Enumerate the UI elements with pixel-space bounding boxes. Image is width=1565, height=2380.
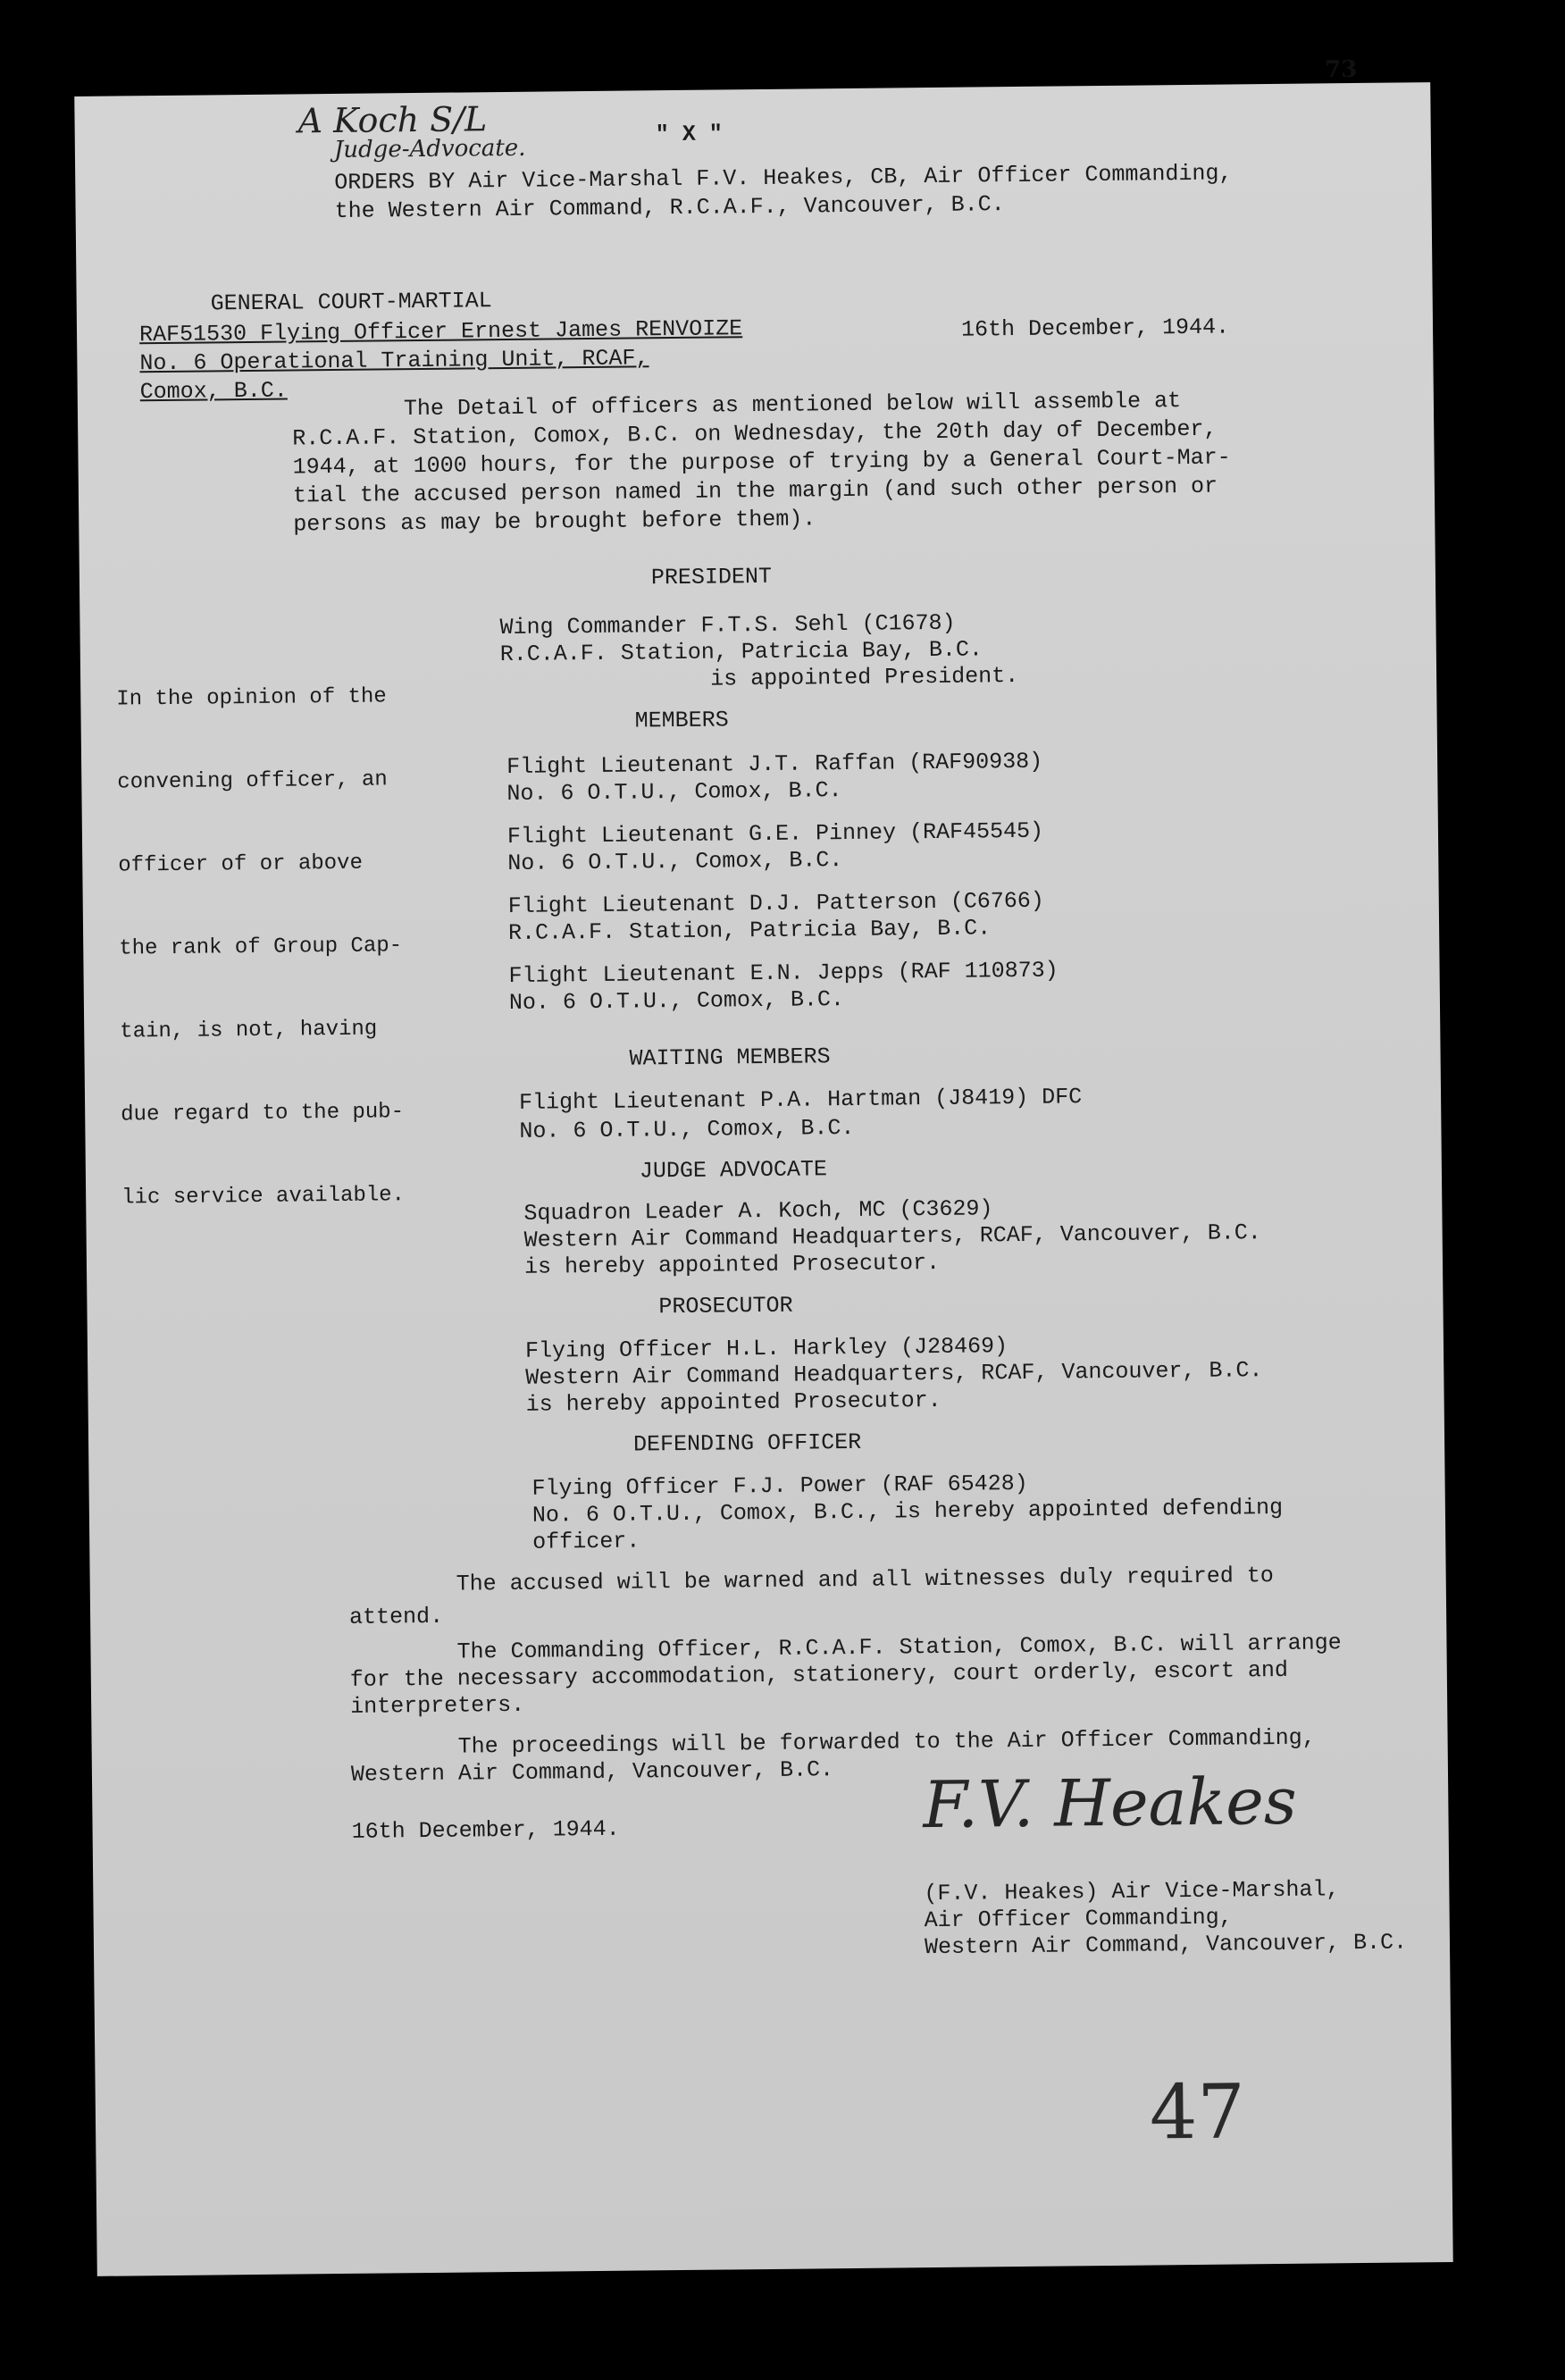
section-heading-waiting-members: WAITING MEMBERS (629, 1043, 831, 1072)
handwritten-signature: F.V. Heakes (922, 1763, 1298, 1843)
accused-location: Comox, B.C. (139, 377, 288, 406)
classification-mark: " X " (655, 121, 723, 148)
orders-line: ORDERS BY Air Vice-Marshal F.V. Heakes, CB, Air Officer Commanding, (334, 160, 1233, 196)
section-heading-prosecutor: PROSECUTOR (658, 1292, 793, 1320)
margin-note-line: In the opinion of the (116, 684, 387, 712)
member-name: Flight Lieutenant J.T. Raffan (RAF90938) (506, 748, 1043, 780)
waiting-member-unit: No. 6 O.T.U., Comox, B.C. (519, 1114, 855, 1144)
margin-note-line: convening officer, an (117, 767, 388, 795)
intro-line: The Detail of officers as mentioned below will assemble at (403, 388, 1182, 423)
closing-line: The proceedings will be forwarded to the Air Officer Commanding, (457, 1724, 1316, 1760)
document-date: 16th December, 1944. (960, 314, 1230, 343)
page-number: 73 (1324, 55, 1358, 84)
section-heading-members: MEMBERS (634, 707, 729, 734)
intro-line: tial the accused person named in the margin (and such other person or (292, 473, 1218, 509)
margin-note (116, 627, 406, 1267)
section-heading-judge-advocate: JUDGE ADVOCATE (639, 1156, 828, 1185)
handwritten-annotation-role: Judge-Advocate. (333, 134, 526, 163)
prosecutor-line: Western Air Command Headquarters, RCAF, Vancouver, B.C. (525, 1357, 1263, 1391)
intro-line: R.C.A.F. Station, Comox, B.C. on Wednesday, the 20th day of December, (292, 415, 1218, 452)
president-line: R.C.A.F. Station, Patricia Bay, B.C. (499, 636, 983, 668)
margin-note-line: due regard to the pub- (121, 1100, 405, 1127)
member-unit: No. 6 O.T.U., Comox, B.C. (507, 847, 843, 876)
margin-note-line: the rank of Group Cap- (119, 934, 403, 961)
defending-officer-line: Flying Officer F.J. Power (RAF 65428) (531, 1470, 1028, 1502)
handwritten-annotation: A Koch S/L (297, 99, 488, 141)
member-name: Flight Lieutenant D.J. Patterson (C6766) (507, 887, 1045, 919)
member-unit: No. 6 O.T.U., Comox, B.C. (508, 986, 845, 1016)
accused-unit: No. 6 Operational Training Unit, RCAF, (139, 345, 649, 377)
judge-advocate-line: Squadron Leader A. Koch, MC (C3629) (523, 1195, 993, 1227)
waiting-member-name: Flight Lieutenant P.A. Hartman (J8419) DFC (518, 1084, 1083, 1116)
prosecutor-line: Flying Officer H.L. Harkley (J28469) (524, 1333, 1008, 1364)
document-title: GENERAL COURT-MARTIAL (210, 288, 492, 317)
document-page (74, 55, 1452, 2276)
defending-officer-line: officer. (532, 1528, 640, 1555)
defending-officer-line: No. 6 O.T.U., Comox, B.C., is hereby appointed defending (531, 1494, 1284, 1529)
member-unit: R.C.A.F. Station, Patricia Bay, B.C. (507, 915, 992, 946)
president-line: Wing Commander F.T.S. Sehl (C1678) (499, 609, 956, 641)
orders-line: the Western Air Command, R.C.A.F., Vancouver, B.C. (334, 191, 1005, 224)
handwritten-folio-number: 47 (1149, 2067, 1246, 2157)
prosecutor-line: is hereby appointed Prosecutor. (525, 1387, 942, 1418)
closing-line: The accused will be warned and all witnesses duly required to (456, 1563, 1274, 1597)
section-heading-defending-officer: DEFENDING OFFICER (632, 1429, 862, 1458)
accused-name: RAF51530 Flying Officer Ernest James RENVOIZE (138, 315, 743, 348)
closing-line: for the necessary accommodation, stationery, court orderly, escort and (349, 1656, 1289, 1693)
closing-line: interpreters. (350, 1691, 525, 1720)
signature-block-line: Air Officer Commanding, (924, 1904, 1233, 1934)
margin-note-line: lic service available. (121, 1183, 406, 1211)
margin-note-line: tain, is not, having (120, 1017, 378, 1044)
signature-date: 16th December, 1944. (351, 1815, 620, 1845)
member-name: Flight Lieutenant E.N. Jepps (RAF 110873) (508, 957, 1059, 989)
closing-line: Western Air Command, Vancouver, B.C. (350, 1756, 834, 1788)
intro-line: persons as may be brought before them). (293, 506, 816, 538)
closing-line: attend. (348, 1603, 444, 1630)
margin-note-line: officer of or above (118, 851, 364, 878)
president-line: is appointed President. (709, 662, 1019, 692)
member-unit: No. 6 O.T.U., Comox, B.C. (506, 777, 842, 807)
member-name: Flight Lieutenant G.E. Pinney (RAF45545) (506, 817, 1044, 850)
closing-line: The Commanding Officer, R.C.A.F. Station, Comox, B.C. will arrange (456, 1630, 1342, 1665)
intro-line: 1944, at 1000 hours, for the purpose of trying by a General Court-Mar- (292, 444, 1231, 481)
judge-advocate-line: is hereby appointed Prosecutor. (523, 1249, 941, 1280)
signature-block-line: Western Air Command, Vancouver, B.C. (924, 1929, 1408, 1961)
judge-advocate-line: Western Air Command Headquarters, RCAF, Vancouver, B.C. (523, 1219, 1261, 1253)
section-heading-president: PRESIDENT (650, 563, 773, 591)
signature-block-line: (F.V. Heakes) Air Vice-Marshal, (924, 1876, 1340, 1907)
